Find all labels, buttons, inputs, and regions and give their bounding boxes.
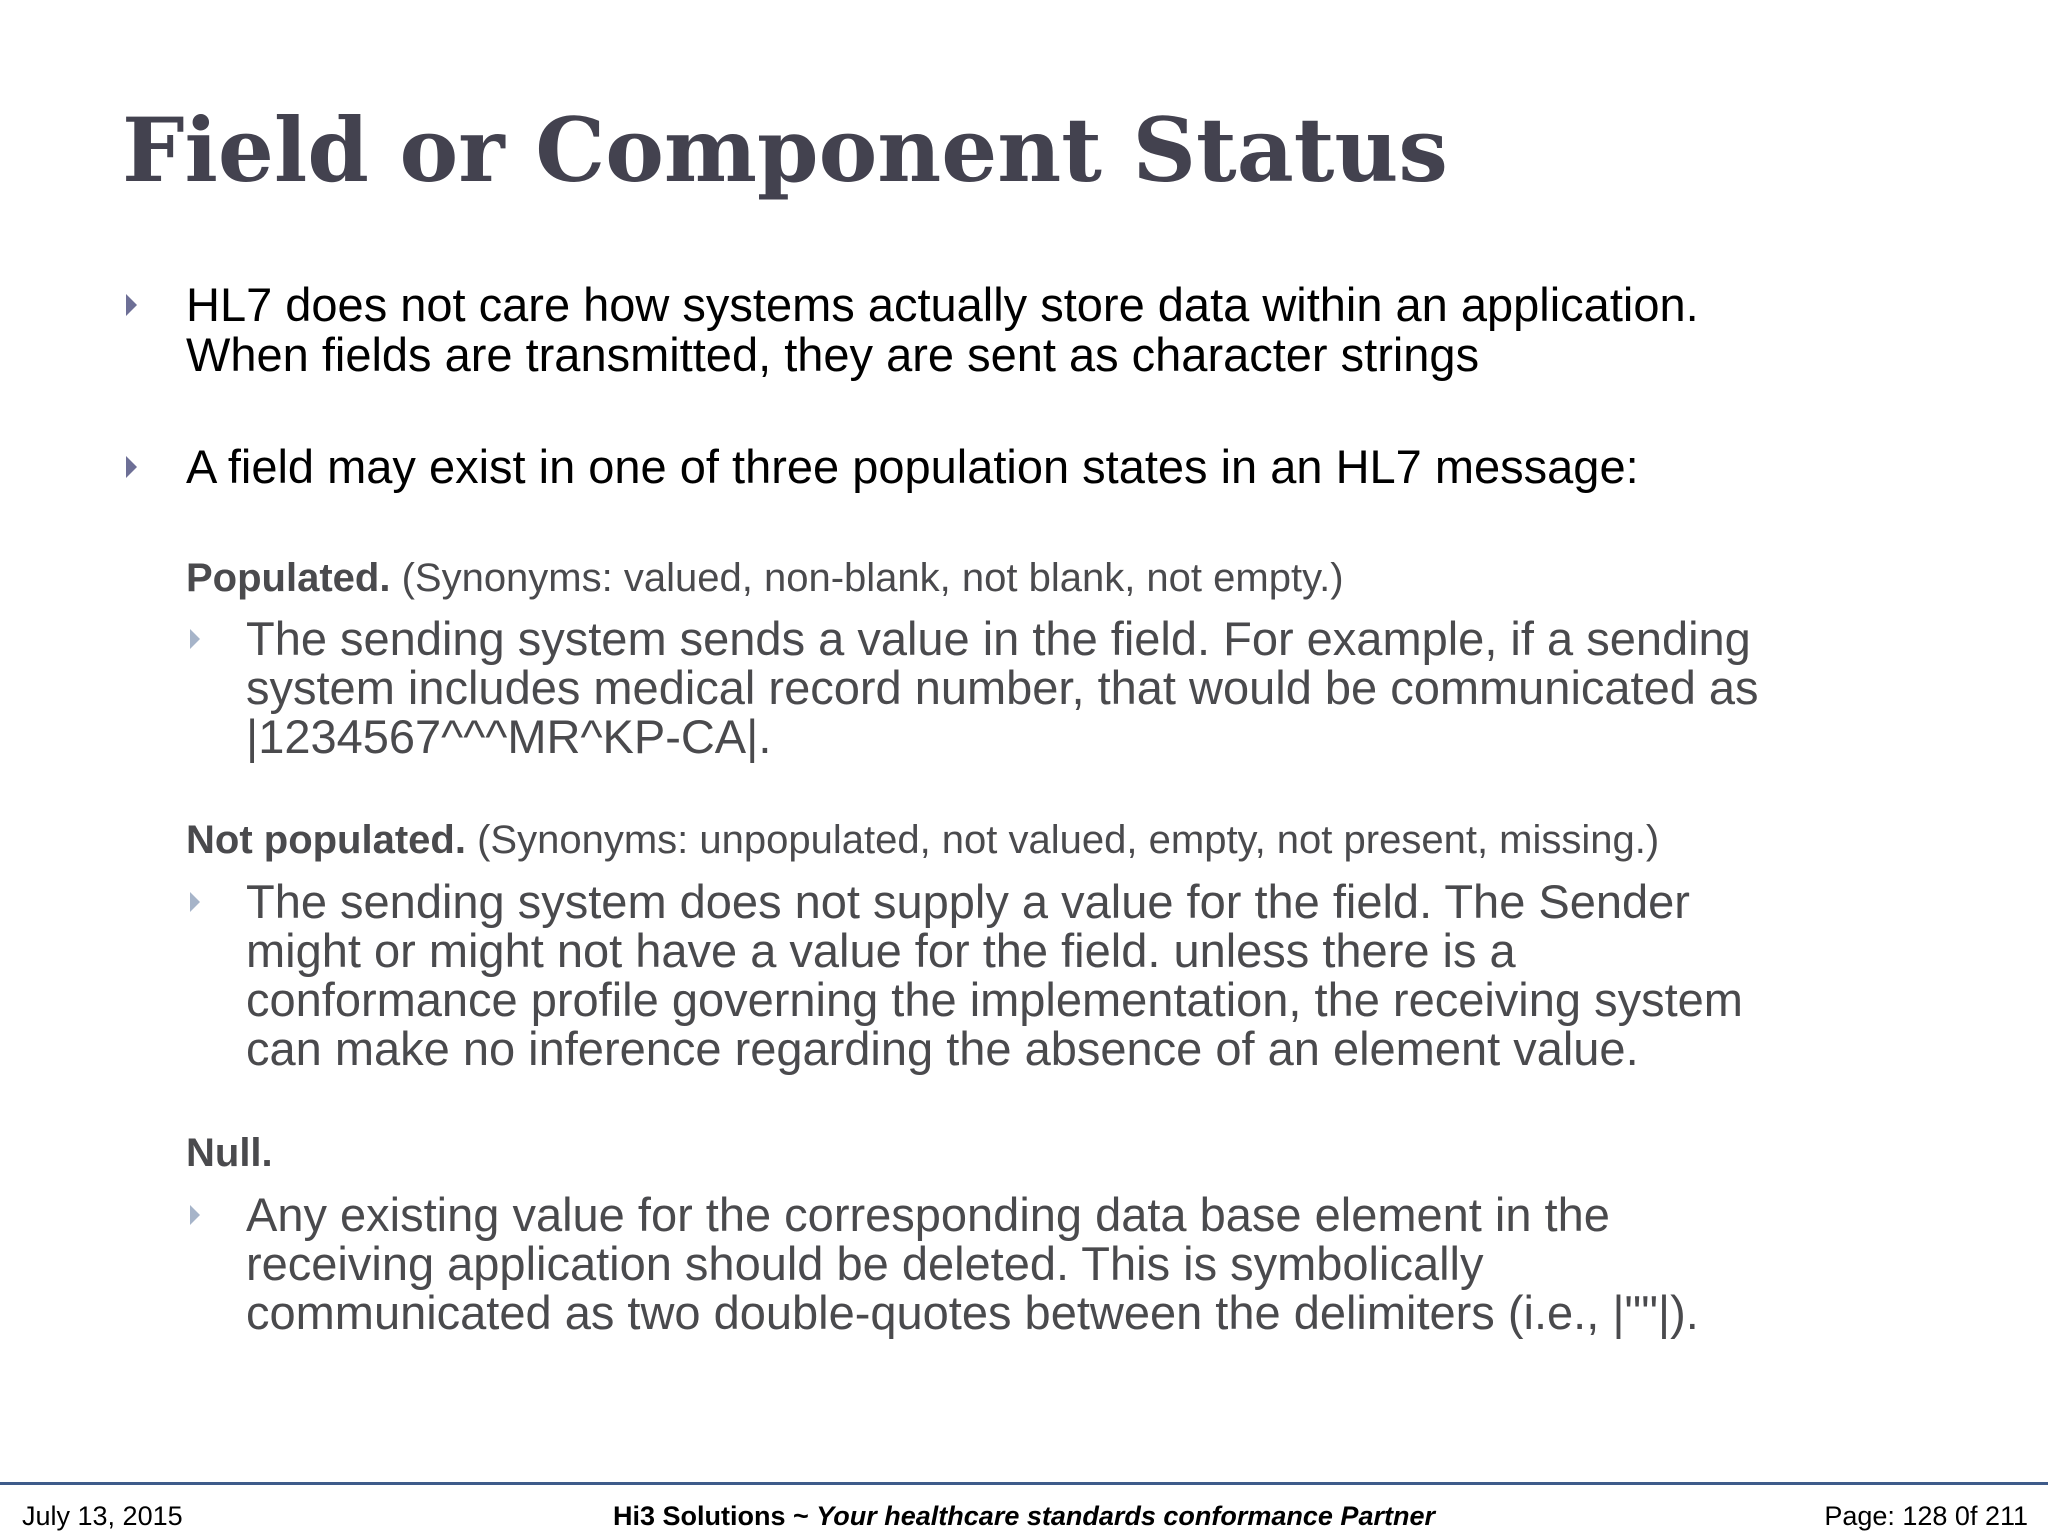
- state-description-text: The sending system sends a value in the field. For example, if a sending system includes medical record number, that would be communicated as |1234567^^^MR^KP-CA|.: [246, 612, 1759, 763]
- triangle-bullet-icon: [190, 1205, 200, 1225]
- bullet-text: A field may exist in one of three population states in an HL7 message:: [186, 440, 1639, 493]
- slide-title: Field or Component Status: [122, 98, 1448, 202]
- footer-page-number: Page: 128 0f 211: [1824, 1501, 2028, 1531]
- triangle-bullet-icon: [126, 294, 137, 316]
- state-description-text: Any existing value for the corresponding data base element in the receiving application should be deleted. This is symbolically communicated as two double-quotes between the delimiters (i.e., |""|).: [246, 1188, 1699, 1339]
- state-synonyms: (Synonyms: unpopulated, not valued, empty, not present, missing.): [465, 818, 1660, 862]
- triangle-bullet-icon: [190, 892, 200, 912]
- footer-date: July 13, 2015: [22, 1501, 183, 1531]
- state-heading-not-populated: [186, 817, 1659, 863]
- triangle-bullet-icon: [190, 629, 200, 649]
- footer-divider: [0, 1482, 2048, 1485]
- state-description-text: The sending system does not supply a value for the field. The Sender might or might not have a value for the field. unless there is a conformance profile governing the implementation, the receiving system can make no inference regarding the absence of an element value.: [246, 875, 1743, 1075]
- state-label: Populated.: [186, 556, 391, 600]
- state-label: Not populated.: [186, 818, 466, 862]
- state-label: Null.: [186, 1131, 273, 1175]
- triangle-bullet-icon: [126, 456, 137, 478]
- footer-tagline: Your healthcare standards conformance Partner: [816, 1501, 1435, 1531]
- bullet-text: HL7 does not care how systems actually store data within an application. When fields are transmitted, they are sent as character strings: [186, 278, 1699, 381]
- state-heading-null: [186, 1130, 273, 1176]
- state-heading-populated: [186, 555, 1344, 601]
- state-synonyms: (Synonyms: valued, non-blank, not blank, not empty.): [390, 556, 1344, 600]
- footer-company: [0, 1500, 2048, 1532]
- footer-company-name: Hi3 Solutions ~: [613, 1501, 817, 1531]
